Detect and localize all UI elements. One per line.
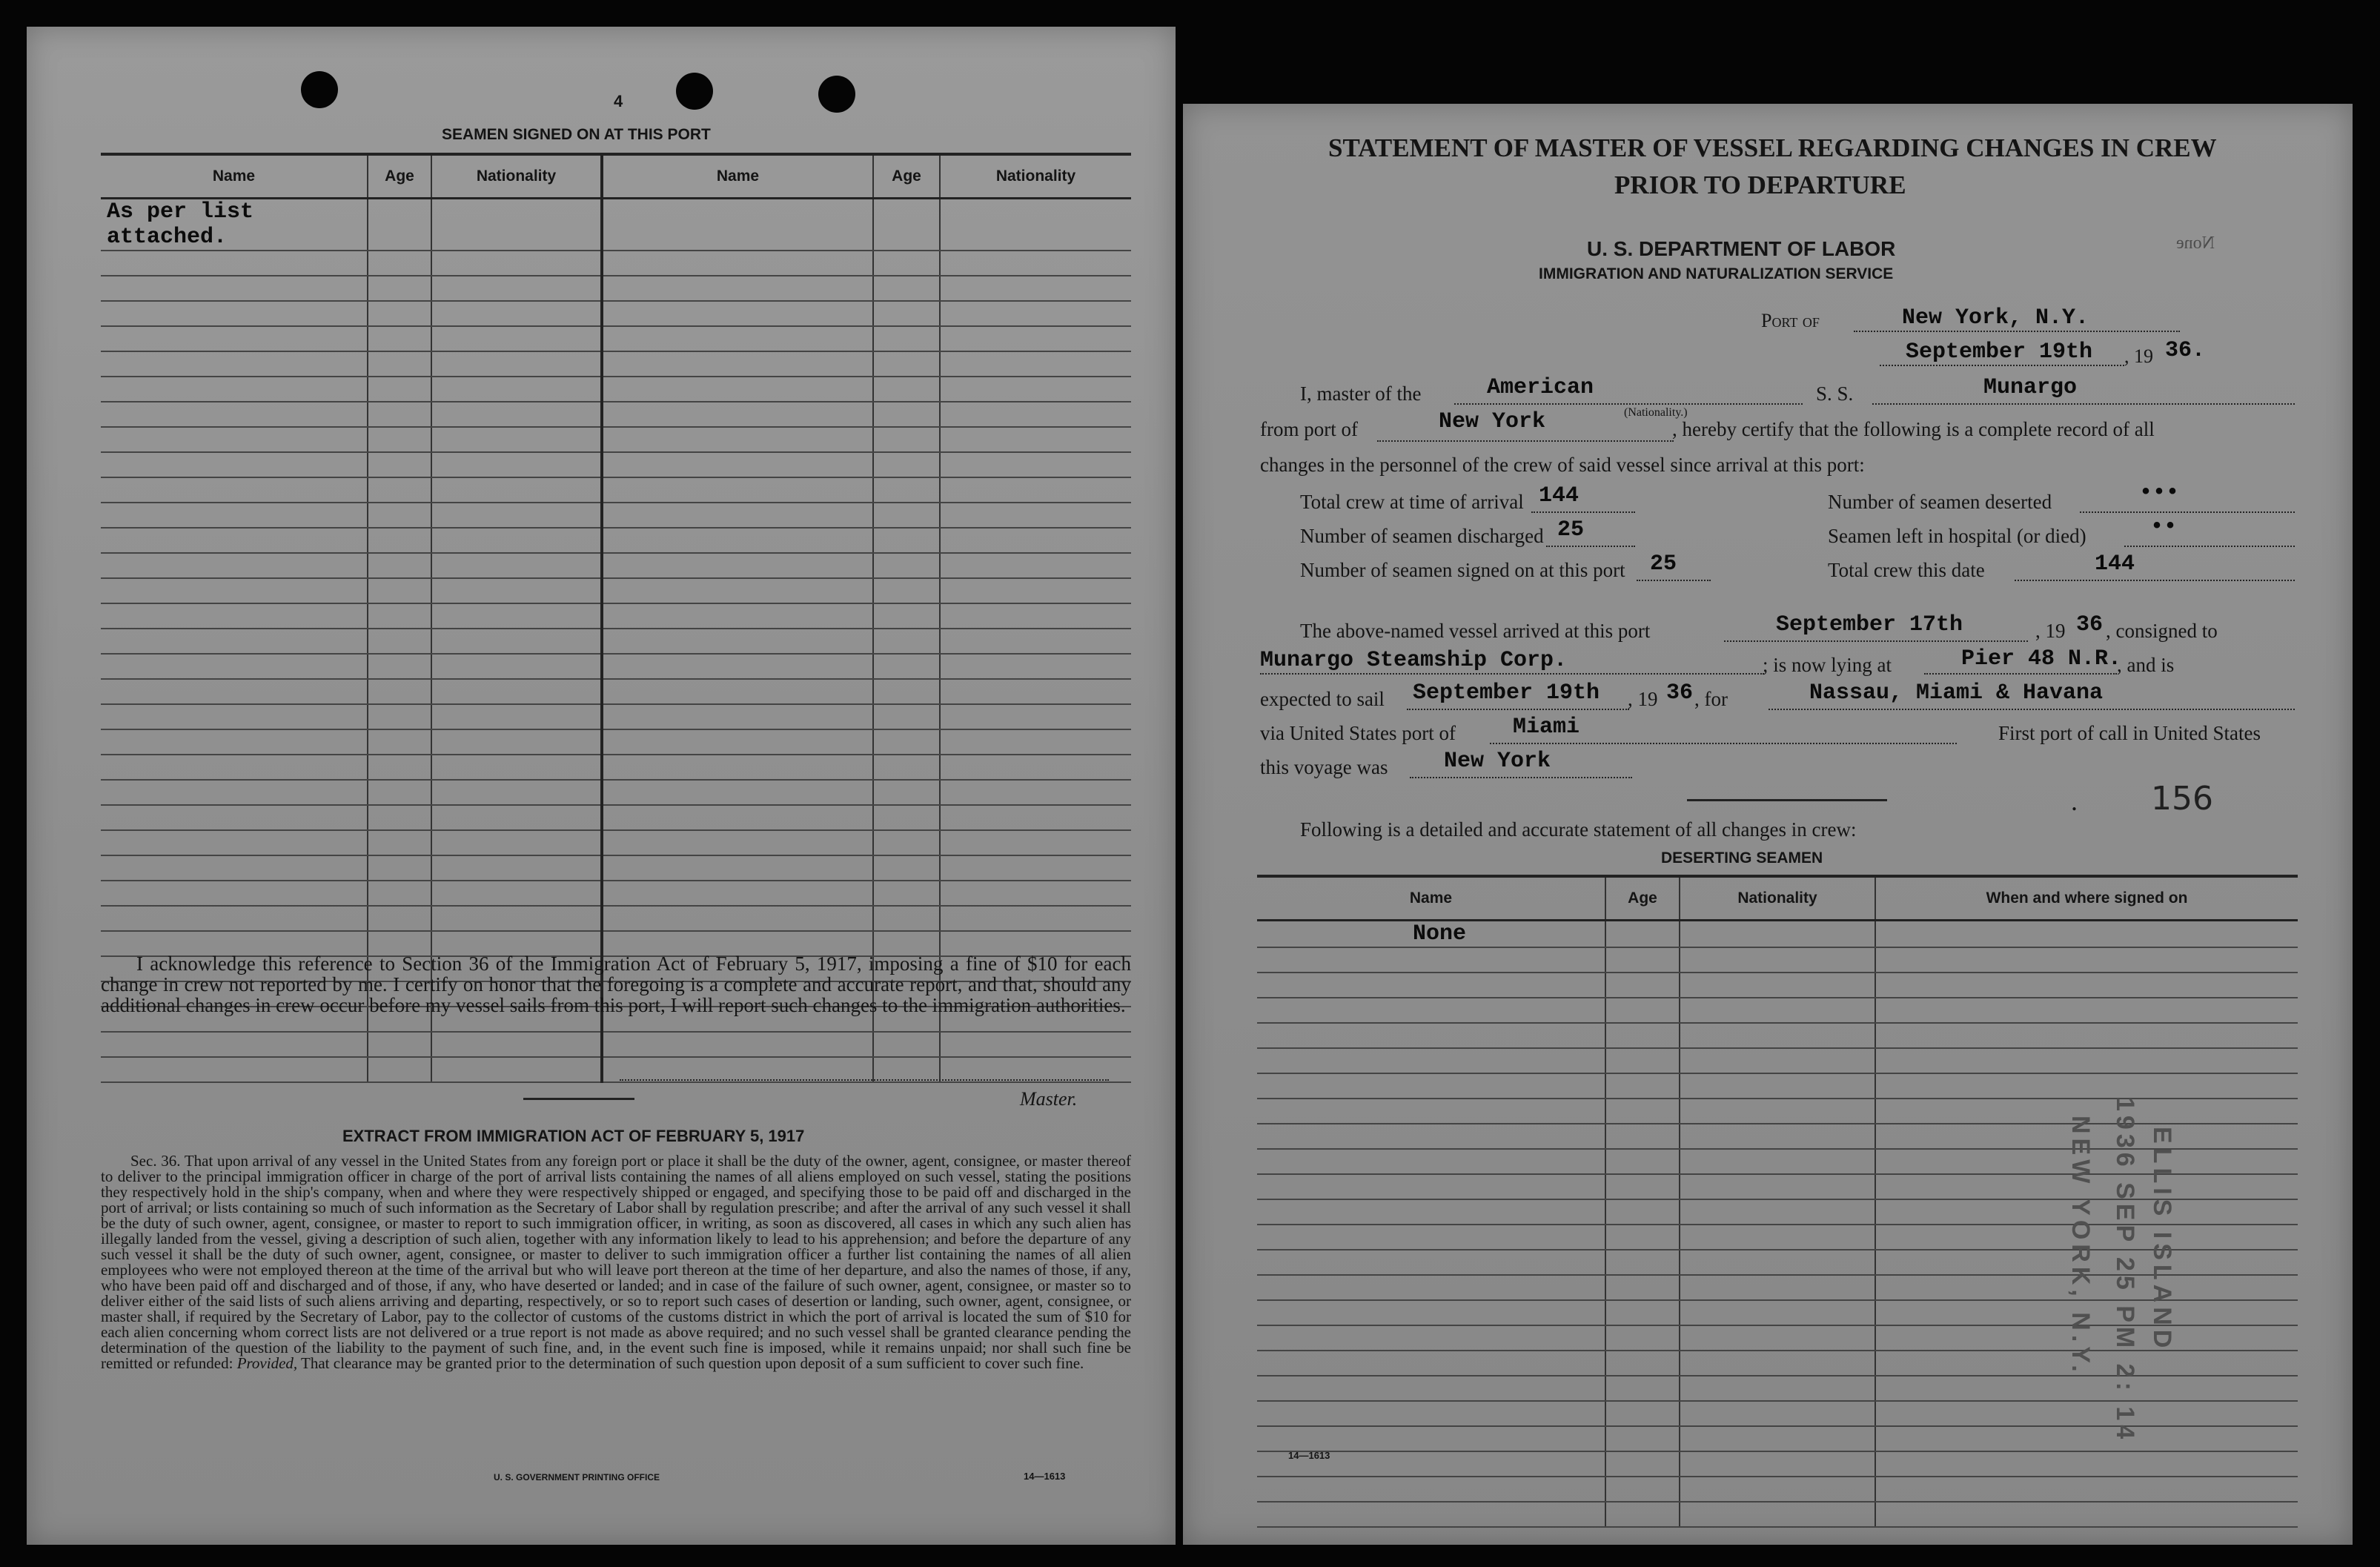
col-nationality: Nationality bbox=[940, 154, 1131, 199]
sail-value[interactable]: September 19th bbox=[1413, 680, 1600, 706]
handwritten-number: 156 bbox=[2151, 780, 2213, 818]
table-row bbox=[1257, 1451, 2298, 1477]
table-row bbox=[101, 301, 1131, 326]
sail-year[interactable]: 36 bbox=[1666, 680, 1694, 706]
table-row bbox=[1257, 1099, 2298, 1124]
stat-discharged-label: Number of seamen discharged bbox=[1300, 525, 1544, 547]
deserting-title: DESERTING SEAMEN bbox=[1661, 849, 1823, 867]
table-row bbox=[101, 629, 1131, 654]
table-row bbox=[101, 1032, 1131, 1057]
table-row bbox=[101, 251, 1131, 276]
table-row bbox=[1257, 973, 2298, 998]
date-line bbox=[1880, 365, 2124, 366]
nationality-label: (Nationality.) bbox=[1624, 406, 1688, 419]
table-row bbox=[101, 578, 1131, 603]
col-age: Age bbox=[873, 154, 940, 199]
table-row bbox=[101, 199, 1131, 251]
master-prefix: I, master of the bbox=[1300, 382, 1422, 405]
divider bbox=[523, 1098, 634, 1100]
stat-line bbox=[2015, 580, 2295, 581]
table-row bbox=[101, 427, 1131, 452]
consigned-label: , consigned to bbox=[2106, 620, 2218, 642]
date-year[interactable]: 36. bbox=[2165, 338, 2206, 363]
punch-hole bbox=[676, 73, 713, 110]
table-row bbox=[101, 830, 1131, 855]
table-row bbox=[101, 780, 1131, 805]
table-row bbox=[101, 326, 1131, 351]
date-year-prefix: , 19 bbox=[2124, 345, 2153, 367]
page-number: 4 bbox=[614, 92, 623, 110]
table-row bbox=[1257, 1048, 2298, 1073]
deserting-entry: None bbox=[1257, 921, 1605, 948]
voyage-line bbox=[1410, 777, 1632, 778]
from-port-line bbox=[1377, 440, 1674, 442]
port-label: Port of bbox=[1761, 310, 1820, 331]
punch-hole bbox=[301, 71, 338, 108]
following-text: Following is a detailed and accurate statement of all changes in crew: bbox=[1300, 818, 1857, 841]
received-stamp-line-1: ELLIS ISLAND bbox=[2148, 1127, 2176, 1353]
table-row bbox=[1257, 1502, 2298, 1527]
stat-deserted-label: Number of seamen deserted bbox=[1828, 491, 2052, 513]
certify-text: , hereby certify that the following is a complete record of all bbox=[1672, 418, 2155, 440]
form-number: 14—1613 bbox=[1024, 1471, 1066, 1482]
table-row bbox=[101, 452, 1131, 477]
table-row bbox=[1257, 1275, 2298, 1300]
via-value[interactable]: Miami bbox=[1513, 715, 1580, 740]
extract-provided: Provided, bbox=[236, 1354, 298, 1372]
stat-total-today-value[interactable]: 144 bbox=[2095, 551, 2135, 577]
table-row bbox=[101, 704, 1131, 729]
col-name: Name bbox=[1257, 876, 1605, 921]
received-stamp-line-3: NEW YORK, N.Y. bbox=[2066, 1116, 2095, 1376]
table-row bbox=[101, 377, 1131, 402]
arrived-year[interactable]: 36 bbox=[2076, 612, 2104, 637]
changes-text: changes in the personnel of the crew of said vessel since arrival at this port: bbox=[1260, 454, 1865, 476]
expected-label: expected to sail bbox=[1260, 688, 1385, 710]
arrived-value[interactable]: September 17th bbox=[1776, 612, 1963, 637]
table-row bbox=[1257, 947, 2298, 973]
port-value[interactable]: New York, N.Y. bbox=[1902, 305, 2089, 331]
from-port-label: from port of bbox=[1260, 418, 1358, 440]
stat-total-arrival-label: Total crew at time of arrival bbox=[1300, 491, 1524, 513]
and-is-label: , and is bbox=[2117, 654, 2175, 676]
table-row bbox=[101, 351, 1131, 377]
table-row bbox=[1257, 1325, 2298, 1351]
table-row bbox=[101, 503, 1131, 528]
entry-text: As per list attached. bbox=[101, 199, 368, 251]
stat-hospital-label: Seamen left in hospital (or died) bbox=[1828, 525, 2086, 547]
col-age: Age bbox=[368, 154, 431, 199]
stat-deserted-value[interactable]: ••• bbox=[2139, 480, 2180, 506]
sail-year-prefix: , 19 bbox=[1628, 688, 1658, 710]
table-row bbox=[101, 881, 1131, 906]
table-row bbox=[101, 805, 1131, 830]
table-row bbox=[101, 755, 1131, 780]
received-stamp-line-2: 1936 SEP 25 PM 2: 14 bbox=[2111, 1097, 2139, 1444]
from-port-value[interactable]: New York bbox=[1439, 409, 1546, 434]
table-row bbox=[1257, 1401, 2298, 1426]
section-title: SEAMEN SIGNED ON AT THIS PORT bbox=[442, 126, 711, 143]
date-value[interactable]: September 19th bbox=[1906, 339, 2093, 365]
destination-line bbox=[1769, 709, 2295, 710]
table-row bbox=[1257, 1250, 2298, 1275]
master-label: Master. bbox=[1020, 1088, 1078, 1110]
table-row bbox=[101, 402, 1131, 427]
col-age: Age bbox=[1605, 876, 1680, 921]
stat-line bbox=[1637, 580, 1711, 581]
table-row bbox=[1257, 1426, 2298, 1451]
pier-line bbox=[1924, 673, 2117, 675]
table-row bbox=[1257, 921, 2298, 948]
sail-line bbox=[1407, 709, 1629, 710]
stat-discharged-value[interactable]: 25 bbox=[1557, 517, 1585, 543]
consignee-line bbox=[1260, 673, 1764, 675]
form-subtitle: PRIOR TO DEPARTURE bbox=[1614, 170, 1906, 199]
form-number: 14—1613 bbox=[1288, 1450, 1330, 1461]
ship-value[interactable]: Munargo bbox=[1983, 375, 2078, 400]
port-line bbox=[1854, 331, 2180, 332]
table-row bbox=[101, 276, 1131, 301]
stat-total-today-label: Total crew this date bbox=[1828, 559, 1985, 581]
extract-tail: That clearance may be granted prior to the determination of such question upon deposit of a sum sufficient to cover such fine. bbox=[301, 1354, 1084, 1372]
department-name: U. S. DEPARTMENT OF LABOR bbox=[1587, 237, 1896, 260]
stat-line bbox=[2124, 546, 2295, 547]
ss-label: S. S. bbox=[1816, 382, 1854, 405]
table-row bbox=[1257, 1477, 2298, 1502]
ship-line bbox=[1872, 403, 2295, 405]
table-row bbox=[1257, 998, 2298, 1023]
table-row bbox=[101, 855, 1131, 881]
via-line bbox=[1490, 743, 1957, 744]
table-row bbox=[1257, 1376, 2298, 1401]
stat-hospital-value[interactable]: •• bbox=[2150, 514, 2178, 540]
printer-imprint: U. S. GOVERNMENT PRINTING OFFICE bbox=[494, 1472, 660, 1482]
arrived-prefix: The above-named vessel arrived at this port bbox=[1300, 620, 1651, 642]
arrived-year-prefix: , 19 bbox=[2035, 620, 2066, 642]
form-title: STATEMENT OF MASTER OF VESSEL REGARDING CHANGES IN CREW bbox=[1328, 133, 2217, 162]
table-row bbox=[101, 729, 1131, 755]
table-row bbox=[101, 906, 1131, 931]
table-row bbox=[1257, 1023, 2298, 1048]
acknowledgement-paragraph: I acknowledge this reference to Section 36 of the Immigration Act of February 5, 1917, imposing a fine of $10 for each change in crew not reported by me. I certify on honor that the foregoing is a complete and accurate report, and that, should any additional changes in crew occur before my vessel sails from this port, I will report such changes to the immigration authorities. bbox=[101, 953, 1131, 1016]
stat-total-arrival-value[interactable]: 144 bbox=[1539, 483, 1580, 508]
first-port-label: First port of call in United States bbox=[1998, 722, 2261, 744]
left-page bbox=[27, 27, 1176, 1545]
destination-value[interactable]: Nassau, Miami & Havana bbox=[1809, 680, 2104, 706]
nationality-value[interactable]: American bbox=[1487, 375, 1594, 400]
for-label: , for bbox=[1694, 688, 1728, 710]
table-row bbox=[101, 654, 1131, 679]
col-name: Name bbox=[101, 154, 368, 199]
table-row bbox=[1257, 1124, 2298, 1149]
consignee-value[interactable]: Munargo Steamship Corp. bbox=[1260, 648, 1568, 673]
stat-line bbox=[1546, 546, 1635, 547]
punch-hole bbox=[818, 76, 855, 113]
extract-body: That upon arrival of any vessel in the United States from any foreign port or place it shall be the duty of the owner, agent, consignee, or master thereof to deliver to the principal immigration officer in charge of the port of arrival lists containing the names of all aliens employed on such vessel, stating the positions they respectively hold in the ship's company, when and where they were respectively shipped or engaged, and specifying those to be paid off and discharged in the port of arrival; or lists containing so much of such information as the Secretary of Labor shall by regulation prescribe; and after the arrival of any such vessel it shall be the duty of such owner, agent, consignee, or master to report to such immigration officer, in writing, as soon as discovered, all cases in which any such alien has illegally landed from the vessel, giving a description of such alien, together with any information likely to lead to his apprehension; and before the departure of any such vessel it shall be the duty of such owner, agent, consignee, or master to deliver to such immigration officer a further list containing the names of all alien employees who were not employed thereon at the time of the arrival but who will leave port thereon at the time of her departure, and also the names of those, if any, who have been paid off and discharged and of those, if any, who have deserted or landed; and in case of the failure of such owner, agent, consignee, or master so to deliver either of the said lists of such aliens arriving and departing, respectively, or so to report such cases of desertion or landing, such owner, agent, consignee, or master shall, if required by the Secretary of Labor, pay to the collector of customs of the customs district in which the port of arrival is located the sum of $10 for each alien concerning whom correct lists are not delivered or a true report is not made as above required; and no such vessel shall be granted clearance pending the determination of the question of the liability to the payment of such fine, and, in the event such fine is imposed, while it remains unpaid; nor shall such fine be remitted or refunded: bbox=[101, 1152, 1131, 1372]
table-row bbox=[1257, 1073, 2298, 1099]
voyage-label: this voyage was bbox=[1260, 756, 1388, 778]
master-signature-line[interactable] bbox=[620, 1079, 1109, 1081]
table-row bbox=[101, 477, 1131, 503]
right-page bbox=[1183, 104, 2353, 1545]
table-row bbox=[1257, 1149, 2298, 1174]
col-when-where: When and where signed on bbox=[1875, 876, 2298, 921]
table-row bbox=[101, 679, 1131, 704]
extract-title: EXTRACT FROM IMMIGRATION ACT OF FEBRUARY 5, 1917 bbox=[342, 1127, 805, 1145]
table-row bbox=[101, 1057, 1131, 1082]
table-row bbox=[1257, 1300, 2298, 1325]
voyage-value[interactable]: New York bbox=[1444, 749, 1551, 774]
stat-signed-label: Number of seamen signed on at this port bbox=[1300, 559, 1625, 581]
nationality-line bbox=[1454, 403, 1803, 405]
service-name: IMMIGRATION AND NATURALIZATION SERVICE bbox=[1539, 265, 1894, 282]
deserting-seamen-table bbox=[1257, 875, 2298, 1528]
divider bbox=[1687, 799, 1887, 801]
table-row bbox=[1257, 1225, 2298, 1250]
lying-label: ; is now lying at bbox=[1763, 654, 1892, 676]
col-nationality: Nationality bbox=[431, 154, 602, 199]
col-name: Name bbox=[602, 154, 873, 199]
via-label: via United States port of bbox=[1260, 722, 1456, 744]
table-row bbox=[101, 603, 1131, 629]
stat-signed-value[interactable]: 25 bbox=[1650, 551, 1677, 577]
table-row bbox=[1257, 1351, 2298, 1376]
table-row bbox=[1257, 1199, 2298, 1225]
bleed-through-note: None bbox=[2176, 233, 2215, 253]
table-row bbox=[1257, 1174, 2298, 1199]
col-nationality: Nationality bbox=[1680, 876, 1875, 921]
arrived-line bbox=[1724, 640, 2028, 642]
seamen-signed-on-table bbox=[101, 153, 1131, 1083]
dot: . bbox=[2071, 786, 2078, 816]
extract-section: Sec. 36. bbox=[130, 1152, 181, 1170]
stat-line bbox=[1531, 511, 1635, 513]
pier-value[interactable]: Pier 48 N.R. bbox=[1961, 646, 2122, 672]
table-row bbox=[101, 553, 1131, 578]
table-row bbox=[101, 528, 1131, 553]
extract-paragraph bbox=[101, 1153, 1131, 1371]
stat-line bbox=[2080, 511, 2295, 513]
